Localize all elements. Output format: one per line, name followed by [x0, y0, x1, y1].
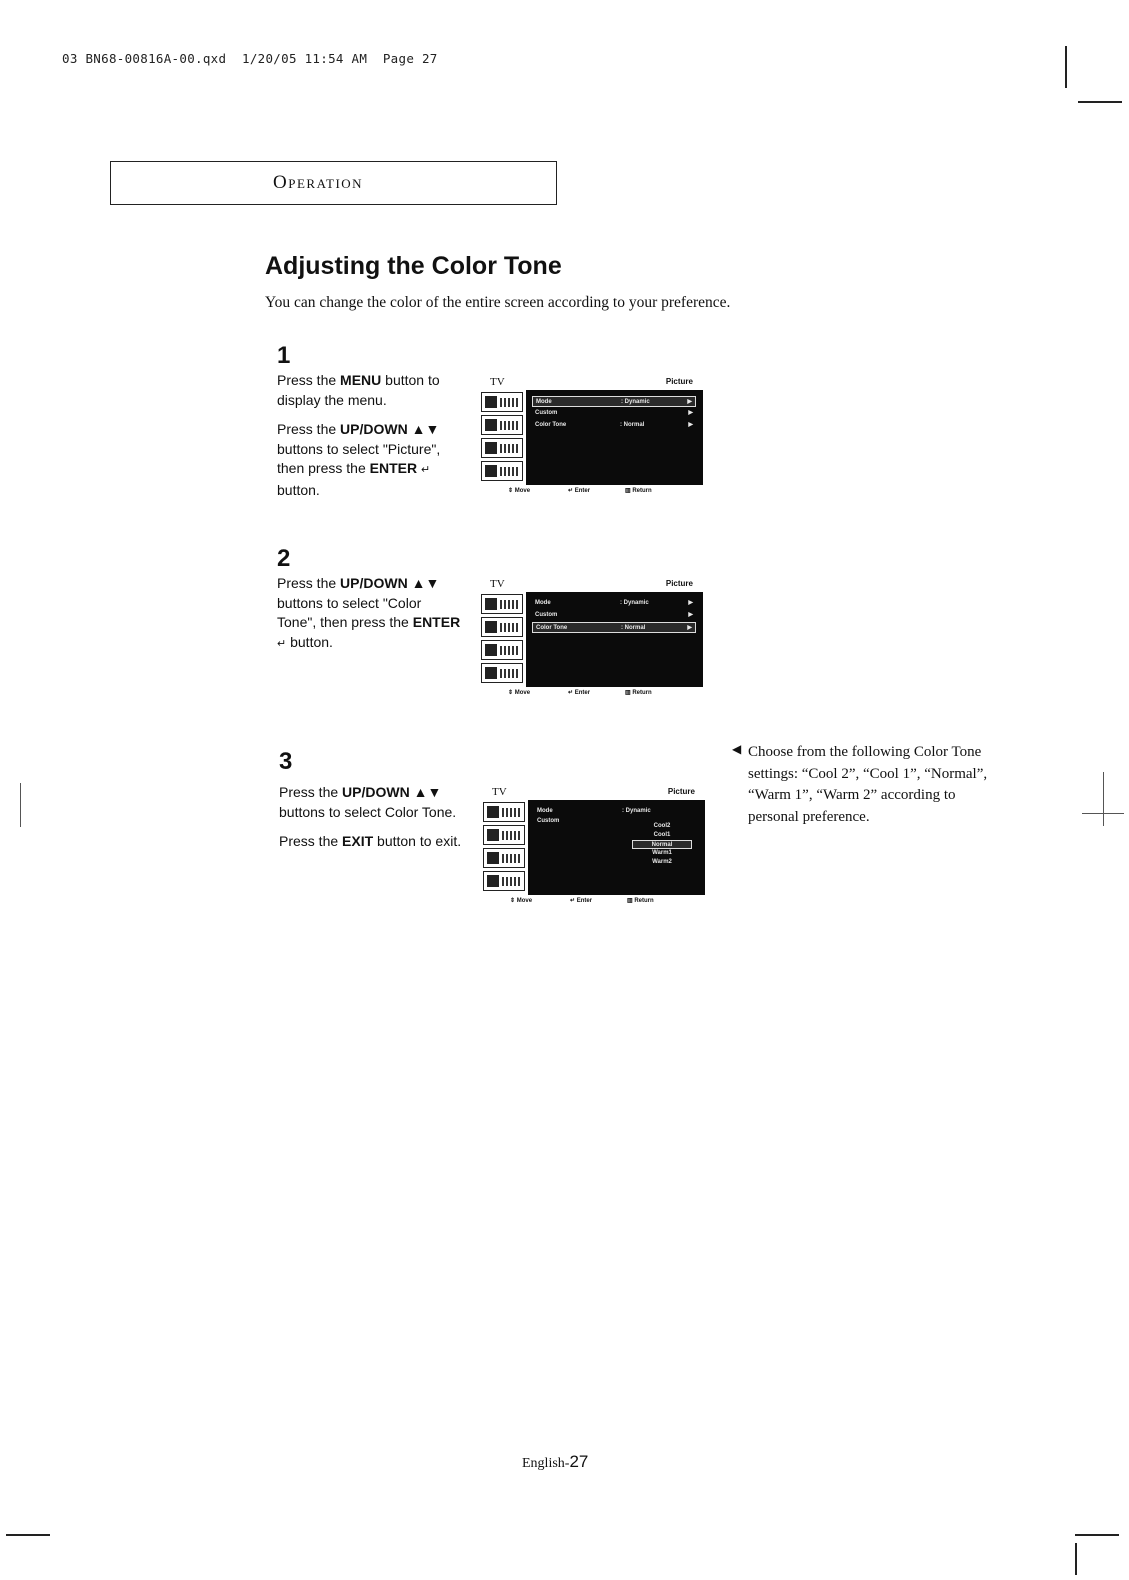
tv-label: TV — [490, 376, 505, 388]
menu-icon-column — [480, 800, 528, 895]
page-title: Adjusting the Color Tone — [265, 252, 562, 280]
tv-menu-screen-3 — [480, 786, 705, 911]
picture-menu-icon — [481, 392, 523, 412]
menu-panel — [528, 800, 705, 895]
menu-panel — [526, 390, 703, 485]
tv-menu-screen-2 — [478, 578, 703, 703]
section-label: Operation — [273, 172, 364, 193]
menu-footer: ⇕ Move ↵ Enter ▥ Return — [510, 898, 654, 904]
menu-heading: Picture — [665, 377, 693, 386]
menu-row-mode: Mode : Dynamic ▶ — [535, 600, 693, 606]
color-tone-note: Choose from the following Color Tone settings: “Cool 2”, “Cool 1”, “Normal”, “Warm 1”, “Warm 2” according to personal preference. — [748, 744, 988, 825]
crop-mark — [1075, 1543, 1077, 1575]
channel-menu-icon — [481, 640, 523, 660]
crop-mark — [1075, 1534, 1119, 1536]
option-cool1: Cool1 — [653, 832, 671, 838]
picture-menu-icon — [481, 594, 523, 614]
menu-row-mode: Mode : Dynamic ▶ — [532, 396, 696, 407]
step-3-p1: Press the UP/DOWN ▲▼ buttons to select Color Tone. — [279, 784, 457, 820]
step-2-instructions — [277, 574, 462, 664]
menu-row-custom: Custom ▶ — [535, 612, 693, 618]
option-cool2: Cool2 — [653, 823, 671, 829]
note-pointer-icon: ◀ — [732, 742, 742, 756]
section-header-box — [110, 161, 557, 205]
sound-menu-icon — [481, 617, 523, 637]
option-warm2: Warm2 — [652, 859, 672, 865]
crop-mark — [6, 1534, 50, 1536]
menu-footer: ⇕ Move ↵ Enter ▥ Return — [508, 488, 652, 494]
step-2-p1: Press the UP/DOWN ▲▼ buttons to select "Color Tone", then press the ENTER ↵ button. — [277, 575, 461, 650]
registration-mark — [1103, 772, 1104, 826]
intro-text: You can change the color of the entire screen according to your preference. — [265, 294, 731, 311]
enter-icon: ↵ — [420, 464, 431, 476]
menu-icon-column — [478, 390, 526, 485]
setup-menu-icon — [481, 663, 523, 683]
setup-menu-icon — [483, 871, 525, 891]
step-1-instructions — [277, 371, 462, 510]
channel-menu-icon — [483, 848, 525, 868]
menu-row-custom: Custom — [537, 818, 560, 824]
menu-row-color-tone: Color Tone : Normal ▶ — [535, 422, 693, 428]
menu-icon-column — [478, 592, 526, 687]
step-number: 1 — [277, 342, 291, 369]
color-tone-options — [632, 822, 692, 867]
menu-panel — [526, 592, 703, 687]
menu-heading: Picture — [665, 579, 693, 588]
menu-footer: ⇕ Move ↵ Enter ▥ Return — [508, 690, 652, 696]
step-number: 3 — [279, 748, 293, 775]
crop-mark — [1065, 46, 1067, 88]
print-header: 03 BN68-00816A-00.qxd 1/20/05 11:54 AM Page 27 — [62, 51, 438, 66]
option-warm1: Warm1 — [652, 850, 672, 856]
step-3-p2: Press the EXIT button to exit. — [279, 833, 462, 849]
menu-row-custom: Custom ▶ — [535, 410, 693, 416]
page-footer: English-27 — [522, 1452, 589, 1471]
setup-menu-icon — [481, 461, 523, 481]
menu-heading: Picture — [667, 787, 695, 796]
enter-icon: ↵ — [277, 637, 287, 650]
sound-menu-icon — [483, 825, 525, 845]
step-number: 2 — [277, 545, 291, 572]
registration-mark — [20, 783, 21, 827]
channel-menu-icon — [481, 438, 523, 458]
step-3-instructions — [279, 783, 464, 862]
step-1-p2: Press the UP/DOWN ▲▼ buttons to select "Picture", then press the ENTER ↵ button. — [277, 421, 441, 498]
tv-label: TV — [492, 786, 507, 798]
option-normal: Normal — [632, 840, 692, 849]
registration-mark — [1082, 813, 1124, 814]
tv-menu-screen-1 — [478, 376, 703, 501]
menu-row-color-tone: Color Tone : Normal ▶ — [532, 622, 696, 633]
crop-mark — [1078, 101, 1122, 103]
picture-menu-icon — [483, 802, 525, 822]
tv-label: TV — [490, 578, 505, 590]
step-1-p1: Press the MENU button to display the menu. — [277, 372, 440, 408]
sound-menu-icon — [481, 415, 523, 435]
menu-row-mode: Mode : Dynamic — [537, 808, 651, 814]
